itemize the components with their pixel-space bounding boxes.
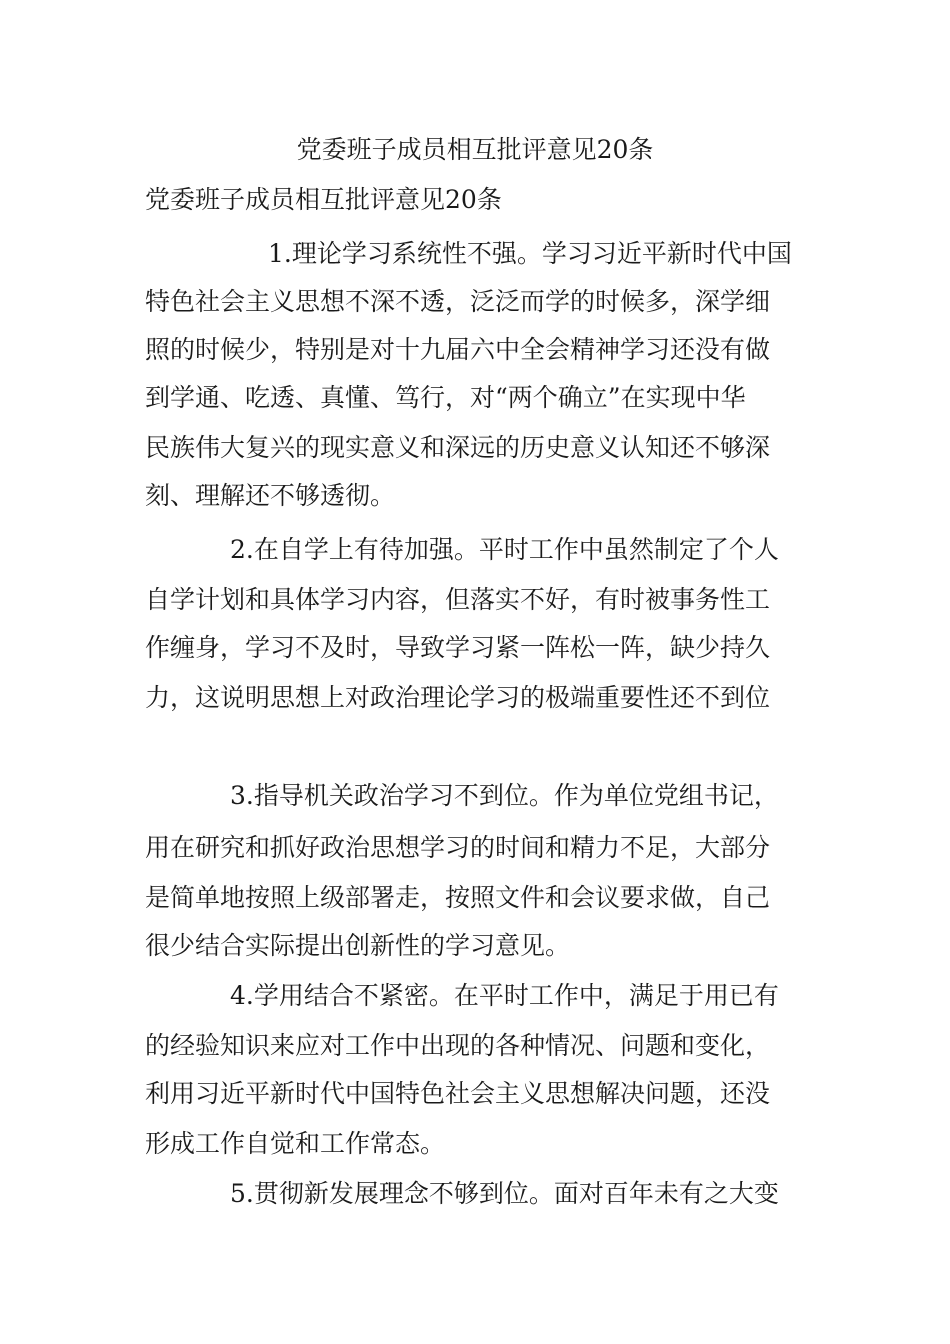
paragraph-4-line-1: 4.学用结合不紧密。在平时工作中，满足于用已有 — [230, 981, 779, 1010]
paragraph-2-line-4: 力，这说明思想上对政治理论学习的极端重要性还不到位 — [145, 683, 771, 712]
paragraph-1-line-2: 特色社会主义思想不深不透，泛泛而学的时候多，深学细 — [145, 287, 771, 316]
paragraph-4-line-2: 的经验知识来应对工作中出现的各种情况、问题和变化， — [145, 1031, 771, 1060]
document-subtitle: 党委班子成员相互批评意见20条 — [145, 185, 502, 214]
paragraph-4-line-3: 利用习近平新时代中国特色社会主义思想解决问题，还没 — [145, 1079, 771, 1108]
paragraph-5-line-1: 5.贯彻新发展理念不够到位。面对百年未有之大变 — [230, 1179, 779, 1208]
paragraph-1-line-1: 1.理论学习系统性不强。学习习近平新时代中国 — [268, 239, 792, 268]
paragraph-2-line-3: 作缠身，学习不及时，导致学习紧一阵松一阵，缺少持久 — [145, 633, 771, 662]
paragraph-1-line-5: 民族伟大复兴的现实意义和深远的历史意义认知还不够深 — [145, 433, 771, 462]
paragraph-3-line-3: 是简单地按照上级部署走，按照文件和会议要求做，自己 — [145, 883, 771, 912]
paragraph-2-line-1: 2.在自学上有待加强。平时工作中虽然制定了个人 — [230, 535, 779, 564]
paragraph-3-line-4: 很少结合实际提出创新性的学习意见。 — [145, 931, 571, 960]
paragraph-4-line-4: 形成工作自觉和工作常态。 — [145, 1129, 446, 1158]
paragraph-2-line-2: 自学计划和具体学习内容，但落实不好，有时被事务性工 — [145, 585, 771, 614]
paragraph-1-line-6: 刻、理解还不够透彻。 — [145, 481, 396, 510]
paragraph-3-line-1: 3.指导机关政治学习不到位。作为单位党组书记， — [230, 781, 779, 810]
paragraph-3-line-2: 用在研究和抓好政治思想学习的时间和精力不足，大部分 — [145, 833, 771, 862]
paragraph-1-line-4: 到学通、吃透、真懂、笃行，对“两个确立”在实现中华 — [145, 383, 746, 412]
paragraph-1-line-3: 照的时候少，特别是对十九届六中全会精神学习还没有做 — [145, 335, 771, 364]
document-title: 党委班子成员相互批评意见20条 — [296, 135, 654, 164]
